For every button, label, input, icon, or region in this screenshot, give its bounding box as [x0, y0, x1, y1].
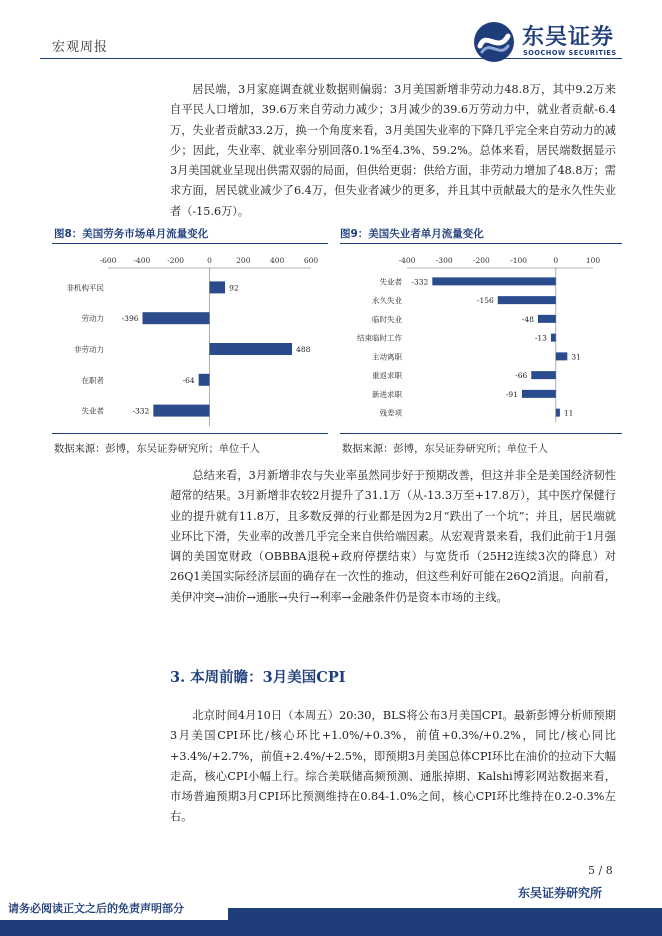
- fig8-category-label: 失业者: [81, 406, 104, 416]
- figure-8-source: 数据来源：彭博，东吴证券研究所；单位千人: [54, 443, 260, 455]
- fig8-data-label: -396: [121, 314, 139, 324]
- fig9-category-label: 永久失业: [372, 296, 402, 306]
- fig9-category-label: 重返求职: [372, 371, 402, 381]
- fig9-data-label: -48: [521, 314, 534, 324]
- footer-organization: 东吴证券研究所: [518, 886, 603, 900]
- fig8-bar: [210, 281, 226, 293]
- fig8-x-tick-label: -200: [167, 256, 185, 265]
- fig9-bar: [538, 315, 556, 323]
- fig9-data-label: 11: [563, 408, 574, 418]
- figure-9-title: 图9：美国失业者单月流量变化: [340, 228, 484, 240]
- fig9-bar: [498, 296, 556, 304]
- report-type-label: 宏观周报: [52, 40, 109, 55]
- fig9-x-tick-label: 100: [585, 256, 601, 265]
- fig9-data-label: -156: [476, 296, 494, 306]
- fig9-data-label: -13: [534, 333, 547, 343]
- fig8-x-tick-label: 200: [236, 256, 251, 265]
- fig9-x-tick-label: -200: [472, 256, 490, 265]
- fig9-bar: [531, 371, 556, 379]
- fig9-category-label: 残差项: [379, 408, 402, 418]
- paragraph-household-survey: 居民端，3月家庭调查就业数据则偏弱：3月美国新增非劳动力48.8万，其中9.2万来自平民人口增加，39.6万来自劳动力减少；3月减少的39.6万劳动力中，就业者贡献-6.4万，失业者贡献33.2万，换一个角度来看，3月美国失业率的下降几乎完全来自劳动力的减少；因此，失业率、就业率分别回落0.1%至4.3%、59.2%。总体来看，居民端数据显示3月美国就业呈现出供需双弱的局面，但供给更弱：供给方面，非劳动力增加了48.8万；需求方面，居民就业减少了6.4万，但失业者减少的更多，并且其中贡献最大的是永久性失业者（-15.6万）。: [170, 83, 616, 218]
- unemployed-flow-chart: [340, 250, 622, 430]
- labor-market-flow-chart: [52, 250, 328, 430]
- fig9-data-label: -91: [505, 389, 518, 399]
- section-heading-cpi-preview: 3. 本周前瞻：3月美国CPI: [170, 669, 346, 686]
- fig8-category-label: 非机构平民: [66, 283, 104, 293]
- fig9-x-tick-label: -100: [510, 256, 528, 265]
- page-number: 5 / 8: [588, 864, 613, 877]
- figure-8-bottom-rule: [52, 433, 328, 434]
- fig8-data-label: -332: [132, 406, 150, 416]
- fig9-x-tick-label: -400: [398, 256, 416, 265]
- figure-9-source: 数据来源：彭博，东吴证券研究所；单位千人: [342, 443, 548, 455]
- fig9-data-label: 31: [571, 352, 581, 362]
- fig9-bar: [556, 409, 560, 417]
- labor-market-flow-svg: [52, 250, 328, 430]
- fig8-bar: [143, 312, 210, 324]
- fig8-category-label: 非劳动力: [74, 345, 104, 354]
- fig8-bar: [153, 405, 209, 417]
- logo-chinese-text: 东吴证券: [522, 25, 615, 50]
- fig8-bar: [199, 374, 210, 386]
- unemployed-flow-svg: [340, 250, 622, 430]
- fig8-data-label: -64: [182, 375, 195, 385]
- fig9-bar: [432, 277, 556, 285]
- fig8-data-label: 488: [296, 345, 311, 354]
- fig9-bar: [522, 390, 556, 398]
- fig9-x-tick-label: 0: [553, 256, 559, 265]
- fig8-data-label: 92: [229, 283, 239, 293]
- disclaimer-link[interactable]: 请务必阅读正文之后的免责声明部分: [8, 902, 184, 915]
- fig9-bar: [556, 352, 568, 360]
- fig8-x-tick-label: 400: [270, 256, 285, 265]
- fig9-category-label: 主动离职: [372, 352, 402, 362]
- fig9-category-label: 临时失业: [372, 314, 402, 324]
- fig9-x-tick-label: -300: [435, 256, 453, 265]
- fig9-data-label: -332: [411, 277, 429, 287]
- header-divider: [40, 58, 622, 59]
- figure-9-bottom-rule: [340, 433, 622, 434]
- paragraph-summary: 总结来看，3月新增非农与失业率虽然同步好于预期改善，但这并非全是美国经济韧性超常的结果。3月新增非农较2月提升了31.1万（从-13.3万至+17.8万），其中医疗保健行业的提升就有11.8万，且多数反弹的行业都是因为2月“跌出了一个坑”；并且，居民端就业环比下滑，失业率的改善几乎完全来自供给端因素。从宏观背景来看，我们此前于1月强调的美国宽财政（OBBBA退税+政府停摆结束）与宽货币（25H2连续3次的降息）对26Q1美国实际经济层面的确存在一次性的推动，但这些利好可能在26Q2消退。向前看，美伊冲突→油价→通胀→央行→利率→金融条件仍是资本市场的主线。: [170, 469, 616, 604]
- fig8-x-tick-label: 0: [207, 256, 212, 265]
- figure-8-title: 图8：美国劳务市场单月流量变化: [54, 228, 209, 240]
- paragraph-cpi-preview: 北京时间4月10日（本周五）20:30，BLS将公布3月美国CPI。最新彭博分析师预期3月美国CPI环比/核心环比+1.0%/+0.3%，前值+0.3%/+0.2%，同比/核心同比+3.4%/+2.7%，前值+2.4%/+2.5%，即预期3月美国总体CPI环比在油价的拉动下大幅走高，核心CPI小幅上行。综合美联储高频预测、通胀掉期、Kalshi博彩网站数据来看，市场普遍预期3月CPI环比预测维持在0.84-1.0%之间，核心CPI环比维持在0.2-0.3%左右。: [170, 709, 616, 824]
- figure-8-top-rule: [52, 243, 328, 244]
- fig9-data-label: -66: [515, 371, 528, 381]
- fig8-category-label: 在职者: [81, 375, 104, 385]
- fig9-category-label: 失业者: [379, 277, 402, 287]
- fig8-category-label: 劳动力: [81, 314, 104, 324]
- fig8-bar: [210, 343, 293, 355]
- fig9-category-label: 新进求职: [372, 389, 402, 399]
- fig8-x-tick-label: -600: [99, 256, 117, 265]
- fig8-x-tick-label: 600: [303, 256, 319, 265]
- logo-english-text: SOOCHOW SECURITIES: [523, 49, 617, 57]
- fig9-category-label: 结束临时工作: [357, 333, 402, 343]
- figure-9-top-rule: [340, 243, 622, 244]
- fig8-x-tick-label: -400: [133, 256, 151, 265]
- fig9-bar: [551, 334, 556, 342]
